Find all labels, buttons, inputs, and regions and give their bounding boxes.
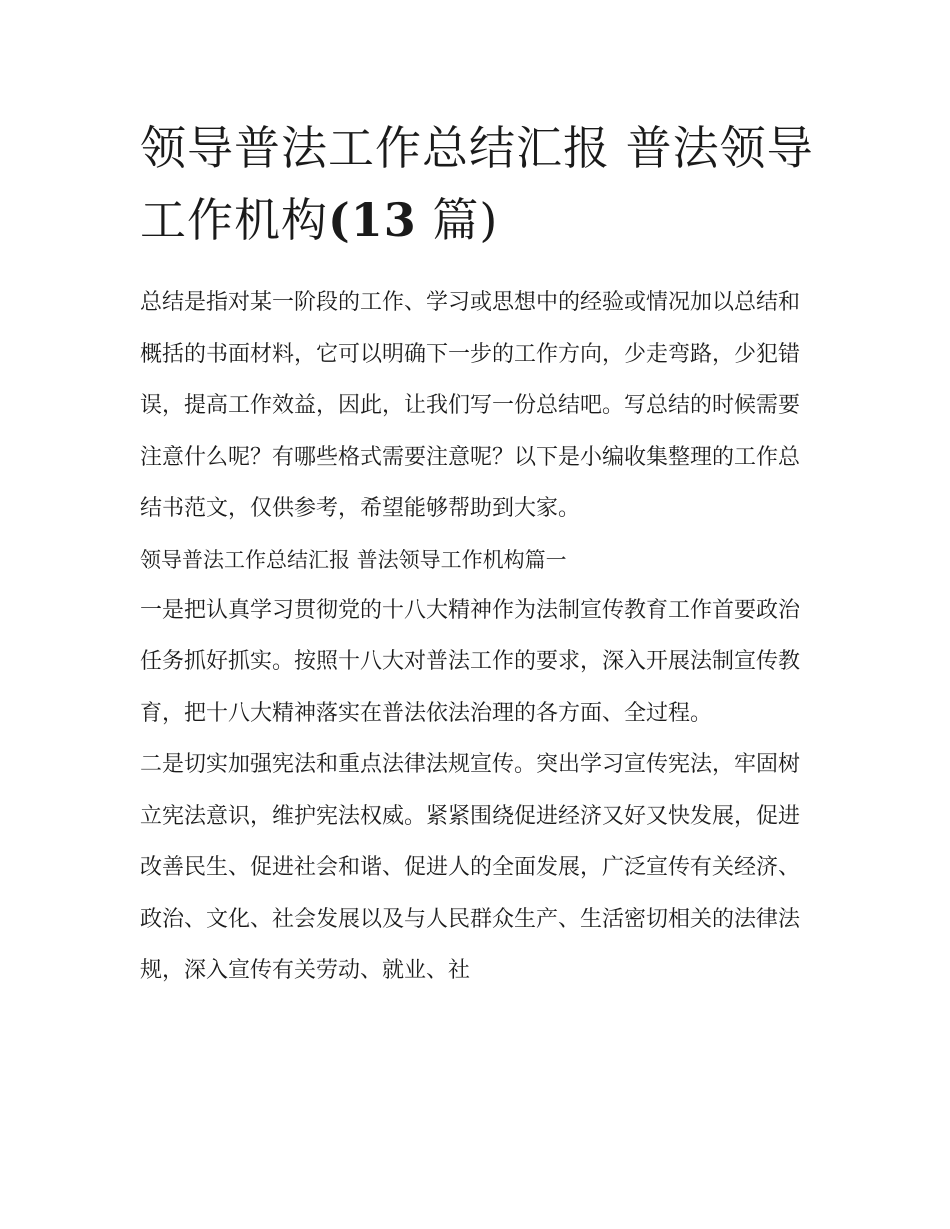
body-paragraph-2: 二是切实加强宪法和重点法律法规宣传。突出学习宣传宪法，牢固树立宪法意识，维护宪法权威。紧紧围绕促进经济又好又快发展，促进改善民生、促进社会和谐、促进人的全面发展，广泛宣传有关经济、政治、文化、社会发展以及与人民群众生产、生活密切相关的法律法规，深入宣传有关劳动、就业、社 bbox=[140, 752, 801, 983]
title-count: 13 bbox=[350, 193, 417, 247]
section-heading: 领导普法工作总结汇报 普法领导工作机构篇一 bbox=[140, 547, 567, 572]
title-suffix: 篇) bbox=[416, 193, 499, 247]
document-title bbox=[140, 112, 820, 256]
intro-paragraph: 总结是指对某一阶段的工作、学习或思想中的经验或情况加以总结和概括的书面材料，它可以明确下一步的工作方向，少走弯路，少犯错误，提高工作效益，因此，让我们写一份总结吧。写总结的时候需要注意什么呢？有哪些格式需要注意呢？以下是小编收集整理的工作总结书范文，仅供参考，希望能够帮助到大家。 bbox=[140, 290, 801, 521]
title-paren-open: ( bbox=[328, 193, 351, 247]
title-main: 领导普法工作总结汇报 普法领导工作机构 bbox=[140, 121, 814, 247]
body-paragraph-1: 一是把认真学习贯彻党的十八大精神作为法制宣传教育工作首要政治任务抓好抓实。按照十八大对普法工作的要求，深入开展法制宣传教育，把十八大精神落实在普法依法治理的各方面、全过程。 bbox=[140, 597, 801, 726]
document-body bbox=[140, 277, 820, 997]
